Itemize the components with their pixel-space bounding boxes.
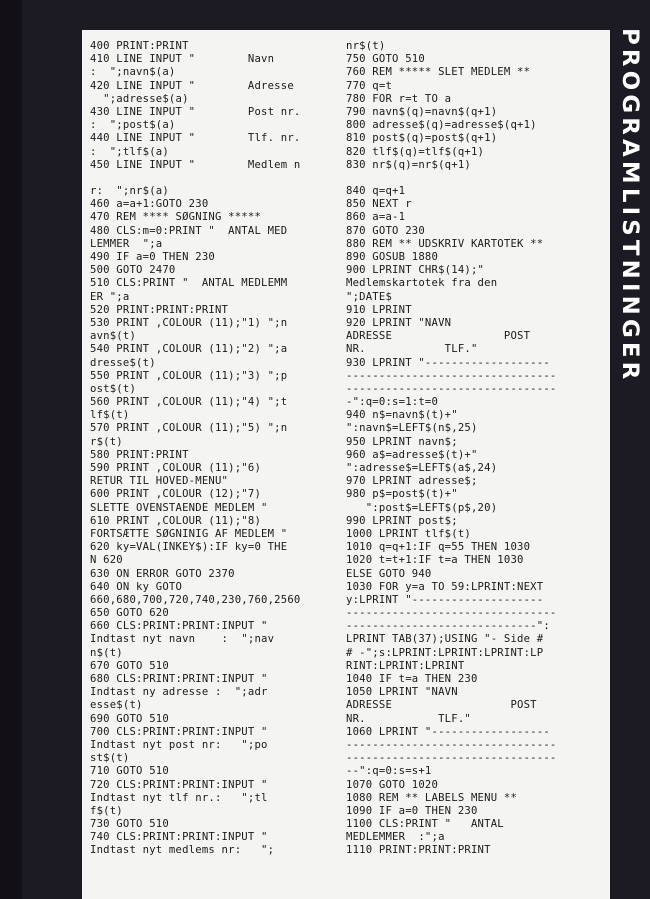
code-line: 660 CLS:PRINT:PRINT:INPUT " (90, 620, 268, 633)
code-line: 520 PRINT:PRINT:PRINT (90, 303, 229, 316)
code-line: 430 LINE INPUT " Post nr. (90, 105, 301, 118)
dark-left-margin (0, 0, 22, 899)
code-line: 630 ON ERROR GOTO 2370 (90, 567, 235, 580)
code-line: -------------------------------- (346, 369, 557, 382)
code-line: 710 GOTO 510 (90, 765, 169, 778)
code-line: 1070 GOTO 1020 (346, 778, 439, 791)
code-line: 780 FOR r=t TO a (346, 92, 452, 105)
code-line: Medlemskartotek fra den (346, 277, 498, 290)
code-line: 1060 LPRINT "------------------ (346, 725, 550, 738)
code-line: 1100 CLS:PRINT " ANTAL (346, 818, 504, 831)
code-line: 550 PRINT ,COLOUR (11);"3) ";p (90, 369, 288, 382)
code-line: nr$(t) (346, 40, 386, 52)
code-line: RINT:LPRINT:LPRINT (346, 659, 465, 672)
code-line: ";adresse$(a) (90, 92, 189, 105)
code-line: 730 GOTO 510 (90, 818, 169, 831)
code-line: 1090 IF a=0 THEN 230 (346, 804, 478, 817)
code-line (90, 172, 336, 185)
code-line: 1030 FOR y=a TO 59:LPRINT:NEXT (346, 580, 544, 593)
code-line: -------------------------------- (346, 738, 557, 751)
code-line: N 620 (90, 554, 123, 567)
code-line: 740 CLS:PRINT:PRINT:INPUT " (90, 831, 268, 844)
code-line: 790 navn$(q)=navn$(q+1) (346, 105, 498, 118)
code-line: SLETTE OVENSTAENDE MEDLEM " (90, 501, 268, 514)
code-line (346, 172, 604, 185)
code-line: 750 GOTO 510 (346, 53, 425, 66)
code-line: ost$(t) (90, 382, 137, 395)
code-line: ":navn$=LEFT$(n$,25) (346, 422, 478, 435)
code-line: dresse$(t) (90, 356, 156, 369)
code-line: : ";navn$(a) (90, 66, 176, 79)
code-line: FORTSÆTTE SØGNINIG AF MEDLEM " (90, 527, 288, 540)
code-line: 850 NEXT r (346, 198, 412, 211)
code-line: 960 a$=adresse$(t)+" (346, 448, 478, 461)
code-line: 510 CLS:PRINT " ANTAL MEDLEMM (90, 277, 288, 290)
code-line: 1080 REM ** LABELS MENU ** (346, 791, 518, 804)
code-line: 490 IF a=0 THEN 230 (90, 251, 215, 263)
code-line: 580 PRINT:PRINT (90, 448, 189, 461)
code-line: 400 PRINT:PRINT (90, 40, 189, 52)
code-line: LEMMER ";a (90, 237, 163, 250)
code-line: 1010 q=q+1:IF q=55 THEN 1030 (346, 541, 531, 554)
code-line: 590 PRINT ,COLOUR (11);"6) (90, 462, 262, 474)
code-line: ELSE GOTO 940 (346, 567, 432, 580)
code-line: : ";post$(a) (90, 119, 176, 132)
code-line: --":q=0:s=s+1 (346, 765, 432, 778)
code-line: st$(t) (90, 752, 130, 765)
code-line: ";DATE$ (346, 290, 393, 303)
code-line: 910 LPRINT (346, 303, 412, 316)
code-line: Indtast nyt medlems nr: "; (90, 844, 275, 857)
code-line: lf$(t) (90, 409, 130, 422)
code-line: 610 PRINT ,COLOUR (11);"8) (90, 514, 262, 527)
code-line: 480 CLS:m=0:PRINT " ANTAL MED (90, 224, 288, 237)
code-line: 860 a=a-1 (346, 211, 406, 224)
code-line: ADRESSE POST (346, 330, 531, 343)
listing-column-right (346, 40, 604, 858)
code-line: 420 LINE INPUT " Adresse (90, 79, 294, 92)
code-line: LPRINT TAB(37);USING "- Side # (346, 633, 544, 646)
code-line: 830 nr$(q)=nr$(q+1) (346, 158, 471, 171)
code-line: 470 REM **** SØGNING ***** (90, 211, 262, 224)
code-line: ":adresse$=LEFT$(a$,24) (346, 462, 498, 474)
code-line: 680 CLS:PRINT:PRINT:INPUT " (90, 673, 268, 685)
code-line: 460 a=a+1:GOTO 230 (90, 198, 209, 211)
listing-page (82, 30, 610, 899)
code-line: Indtast nyt post nr: ";po (90, 738, 268, 751)
code-line: -------------------------------- (346, 607, 557, 620)
code-line: f$(t) (90, 804, 123, 817)
section-title-vertical: PROGRAMLISTNINGER (617, 28, 642, 384)
code-line: 700 CLS:PRINT:PRINT:INPUT " (90, 725, 268, 738)
code-line: 690 GOTO 510 (90, 712, 169, 725)
code-line: # -";s:LPRINT:LPRINT:LPRINT:LP (346, 646, 544, 659)
code-line: 820 tlf$(q)=tlf$(q+1) (346, 145, 485, 158)
code-line: 890 GOSUB 1880 (346, 251, 439, 263)
code-line: 1040 IF t=a THEN 230 (346, 673, 478, 685)
code-line: n$(t) (90, 646, 123, 659)
code-line: 980 p$=post$(t)+" (346, 488, 458, 501)
code-line: 900 LPRINT CHR$(14);" (346, 264, 485, 277)
code-line: NR. TLF." (346, 343, 478, 356)
code-line: esse$(t) (90, 699, 143, 712)
code-line: r$(t) (90, 435, 123, 448)
code-line: 600 PRINT ,COLOUR (12);"7) (90, 488, 262, 501)
code-line: 1000 LPRINT tlf$(t) (346, 527, 471, 540)
code-line: 650 GOTO 620 (90, 607, 169, 620)
code-line: -------------------------------- (346, 382, 557, 395)
code-line: 950 LPRINT navn$; (346, 435, 458, 448)
code-line: r: ";nr$(a) (90, 185, 169, 198)
code-line: 670 GOTO 510 (90, 659, 169, 672)
code-line: 500 GOTO 2470 (90, 264, 176, 277)
code-line: 560 PRINT ,COLOUR (11);"4) ";t (90, 396, 288, 409)
code-line: 620 ky=VAL(INKEY$):IF ky=0 THE (90, 541, 288, 554)
code-line: 640 ON ky GOTO (90, 580, 183, 593)
code-line: 530 PRINT ,COLOUR (11);"1) ";n (90, 316, 288, 329)
code-line: avn$(t) (90, 330, 137, 343)
code-line: ER ";a (90, 290, 130, 303)
code-line: 810 post$(q)=post$(q+1) (346, 132, 498, 145)
code-line: 940 n$=navn$(t)+" (346, 409, 458, 422)
code-line: 870 GOTO 230 (346, 224, 425, 237)
code-line: 1050 LPRINT "NAVN (346, 686, 458, 699)
code-line: 800 adresse$(q)=adresse$(q+1) (346, 119, 537, 132)
code-line: RETUR TIL HOVED-MENU" (90, 475, 229, 488)
code-line: -----------------------------": (346, 620, 550, 633)
code-line: Indtast nyt tlf nr.: ";tl (90, 791, 268, 804)
code-line: Indtast ny adresse : ";adr (90, 686, 268, 699)
code-line: 880 REM ** UDSKRIV KARTOTEK ** (346, 237, 544, 250)
code-line: 930 LPRINT "------------------- (346, 356, 550, 369)
code-line: y:LPRINT "-------------------- (346, 593, 544, 606)
code-line: -":q=0:s=1:t=0 (346, 396, 439, 409)
code-line: 760 REM ***** SLET MEDLEM ** (346, 66, 531, 79)
code-line: 920 LPRINT "NAVN (346, 316, 452, 329)
code-line: MEDLEMMER :";a (346, 831, 445, 844)
code-line: 540 PRINT ,COLOUR (11);"2) ";a (90, 343, 288, 356)
code-line: 720 CLS:PRINT:PRINT:INPUT " (90, 778, 268, 791)
code-line: : ";tlf$(a) (90, 145, 169, 158)
code-line: ":post$=LEFT$(p$,20) (346, 501, 498, 514)
code-line: 570 PRINT ,COLOUR (11);"5) ";n (90, 422, 288, 435)
code-line: 990 LPRINT post$; (346, 514, 458, 527)
code-line: 1020 t=t+1:IF t=a THEN 1030 (346, 554, 524, 567)
code-line: 840 q=q+1 (346, 185, 406, 198)
code-line: 440 LINE INPUT " Tlf. nr. (90, 132, 301, 145)
code-line: -------------------------------- (346, 752, 557, 765)
code-line: 970 LPRINT adresse$; (346, 475, 478, 488)
code-line: NR. TLF." (346, 712, 471, 725)
code-line: ADRESSE POST (346, 699, 537, 712)
listing-column-left (90, 40, 336, 858)
code-line: 770 q=t (346, 79, 393, 92)
code-line: 660,680,700,720,740,230,760,2560 (90, 593, 301, 606)
code-line: 410 LINE INPUT " Navn (90, 53, 275, 66)
code-line: 450 LINE INPUT " Medlem n (90, 158, 301, 171)
code-line: Indtast nyt navn : ";nav (90, 633, 275, 646)
code-line: 1110 PRINT:PRINT:PRINT (346, 844, 491, 857)
